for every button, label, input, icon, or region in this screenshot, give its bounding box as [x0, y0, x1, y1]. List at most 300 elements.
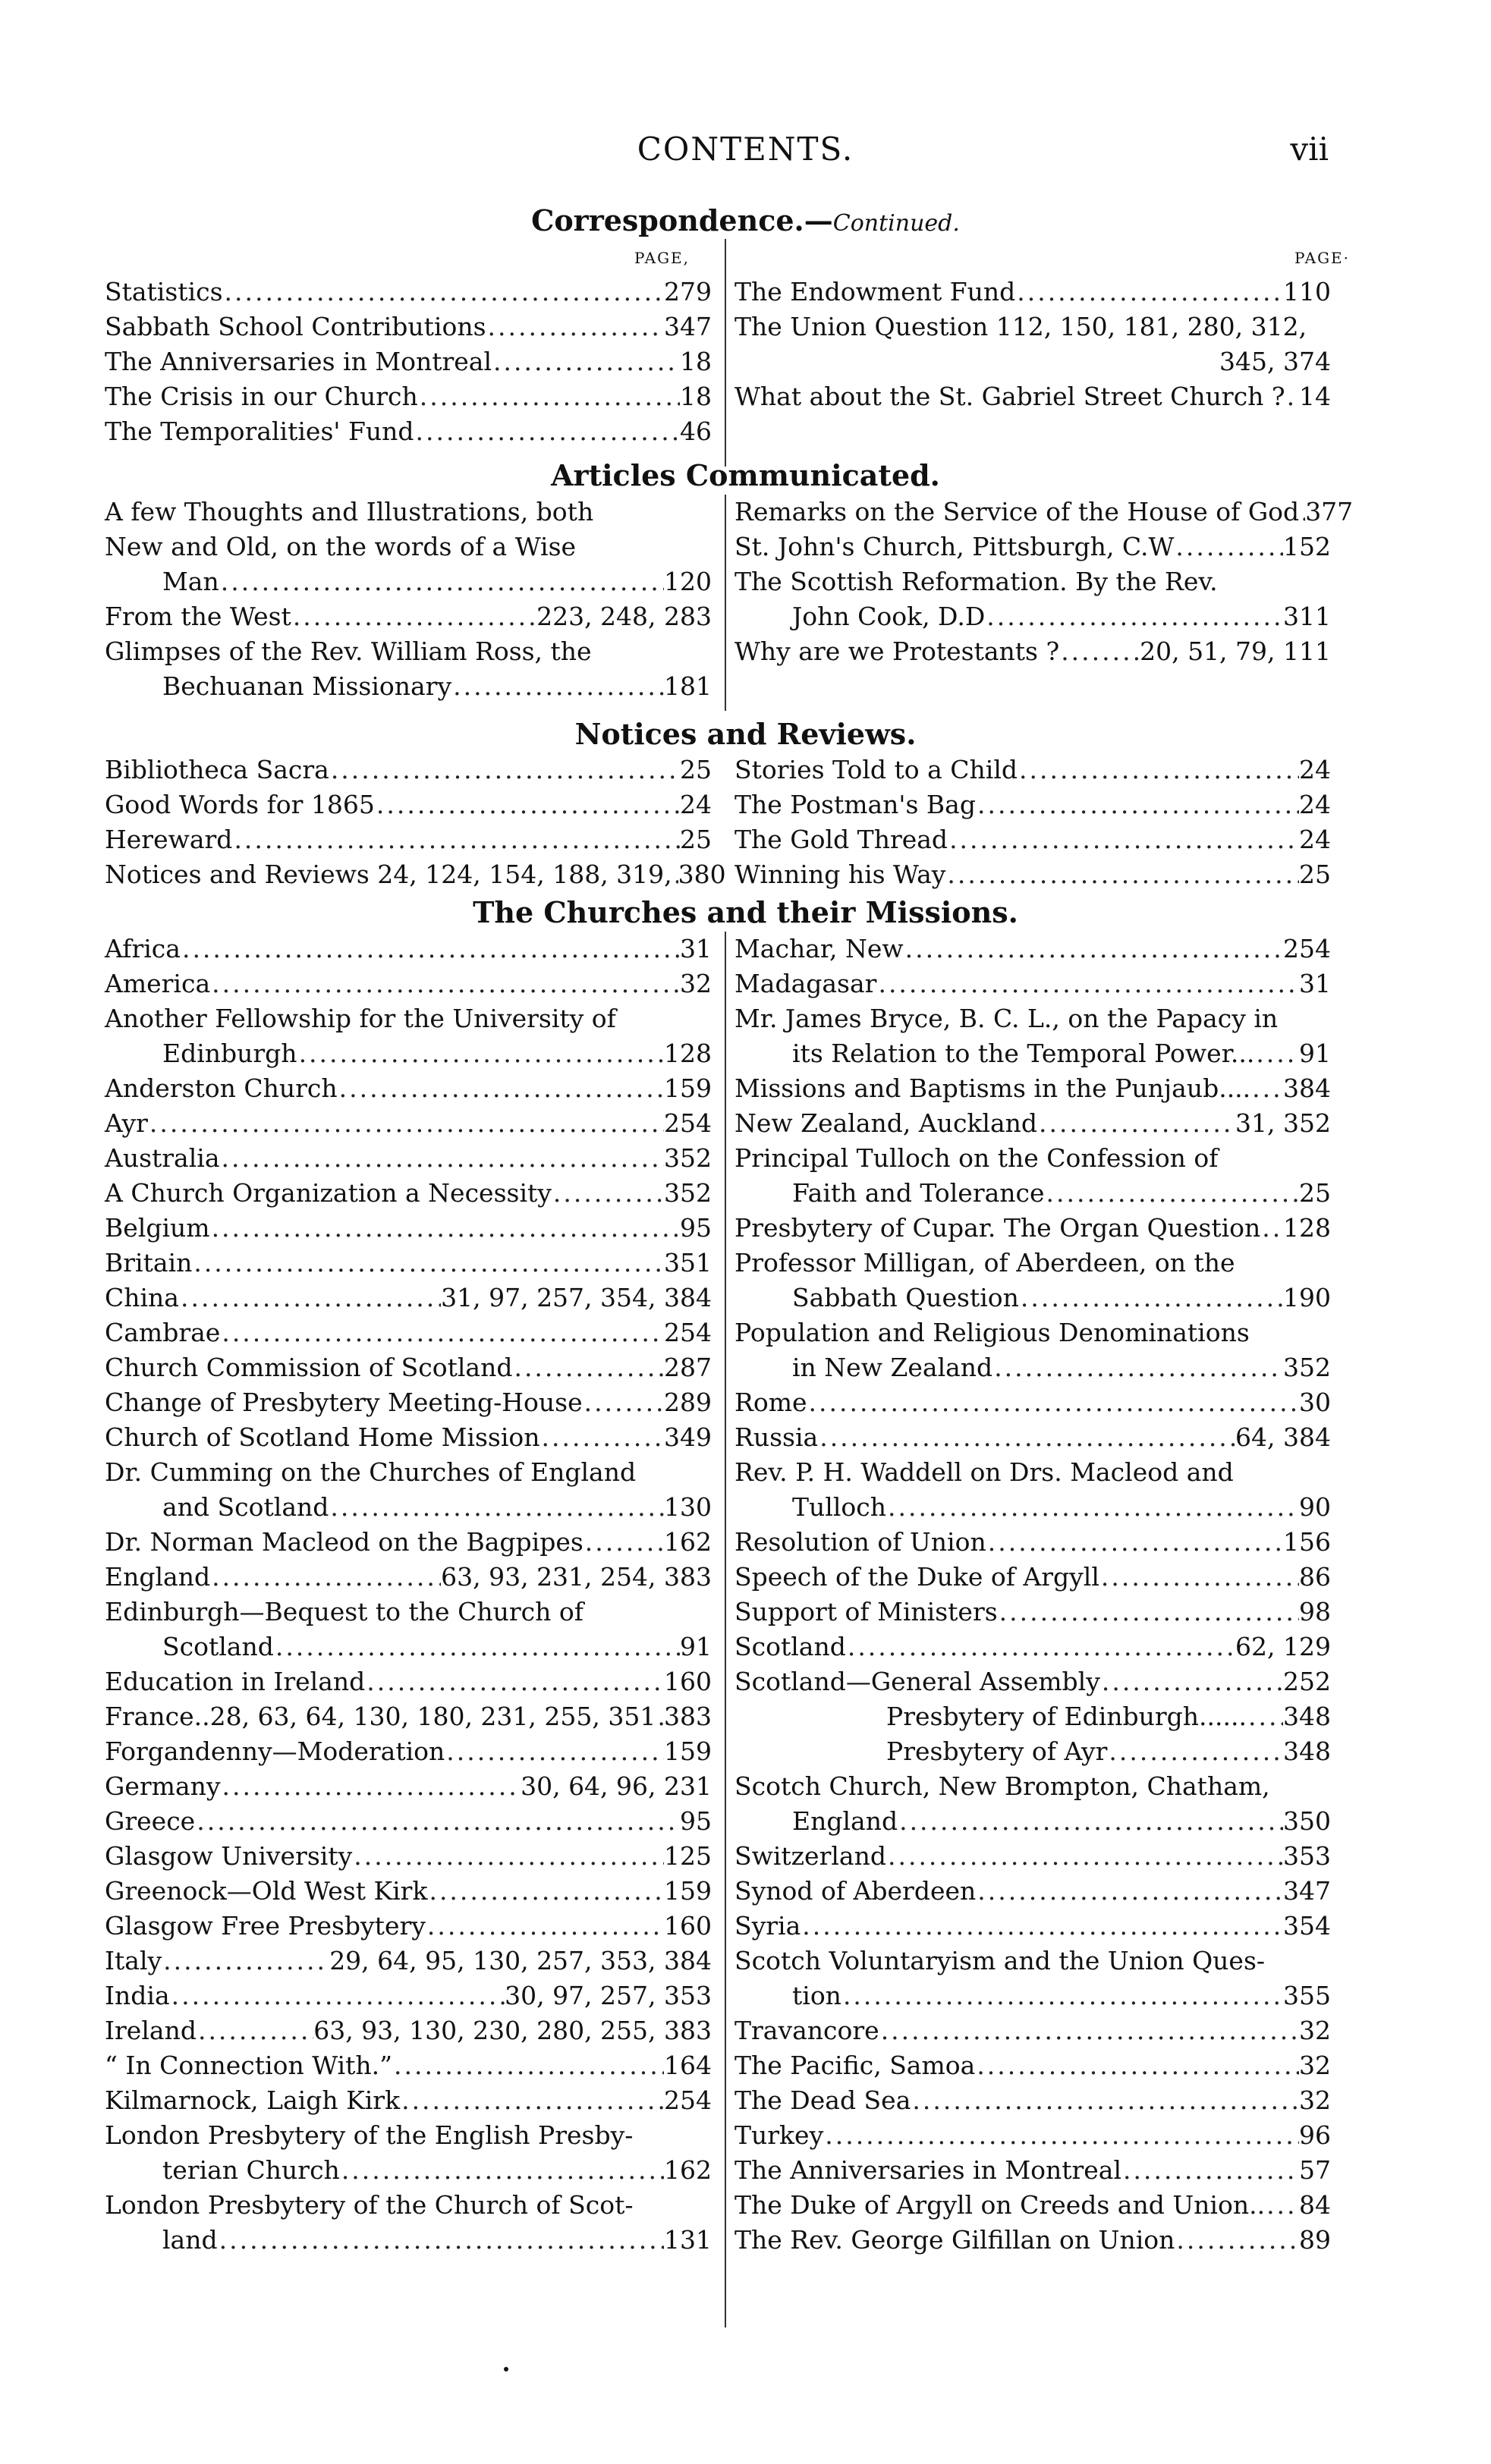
- toc-entry: [105, 1246, 712, 1281]
- entry-title: Cambrae: [105, 1318, 221, 1347]
- entry-title: Madagasar: [734, 969, 877, 998]
- entry-title: England: [105, 1562, 211, 1592]
- entry-title: St. John's Church, Pittsburgh, C.W: [734, 532, 1175, 561]
- entry-title: Good Words for 1865: [105, 790, 375, 819]
- entry-title: The Rev. George Gilfillan on Union: [734, 2225, 1175, 2255]
- toc-entry: [105, 1141, 712, 1176]
- entry-page: 25: [1299, 860, 1331, 889]
- entry-page: 86: [1299, 1562, 1331, 1592]
- entry-page-continued: 345, 374: [1219, 347, 1331, 376]
- entry-page: 95: [680, 1213, 712, 1243]
- entry-title: India: [105, 1981, 170, 2010]
- toc-entry: [105, 1420, 712, 1455]
- toc-entry: [734, 1839, 1331, 1874]
- entry-title: Anderston Church: [105, 1073, 338, 1103]
- entry-page: 348: [1283, 1702, 1331, 1731]
- entry-title: Hereward: [105, 825, 233, 854]
- toc-entry: [734, 1176, 1331, 1211]
- entry-title: The Pacific, Samoa: [734, 2051, 976, 2080]
- entry-title: Remarks on the Service of the House of God: [734, 497, 1300, 526]
- entry-page: 24: [680, 790, 712, 819]
- leader-dots: [1174, 530, 1283, 564]
- entry-page: 349: [664, 1422, 712, 1452]
- entry-page: 62, 129: [1235, 1632, 1331, 1661]
- section-heading-articles: Articles Communicated.: [551, 458, 940, 492]
- entry-title-line: Dr. Cumming on the Churches of England: [105, 1457, 637, 1487]
- entry-title: America: [105, 969, 211, 998]
- leader-dots: [841, 1978, 1283, 2013]
- leader-dots: [1018, 753, 1299, 787]
- entry-title: Man: [162, 567, 219, 596]
- toc-entry: [734, 966, 1331, 1001]
- entry-page: 162: [664, 1527, 712, 1557]
- toc-entry: [105, 932, 712, 966]
- leader-dots: [1250, 1071, 1283, 1106]
- entry-page: 130: [664, 1492, 712, 1522]
- entry-page: 25: [680, 825, 712, 854]
- entry-page: 89: [1299, 2225, 1331, 2255]
- entry-title: its Relation to the Temporal Power...: [792, 1039, 1255, 1068]
- entry-title: Speech of the Duke of Argyll: [734, 1562, 1099, 1592]
- toc-entry: [105, 1071, 712, 1106]
- toc-entry: [105, 1281, 712, 1315]
- toc-entry: [105, 1734, 712, 1769]
- entry-page: 160: [664, 1667, 712, 1696]
- toc-entry: [105, 1106, 712, 1141]
- toc-entry: [734, 1211, 1331, 1246]
- leader-dots: [904, 932, 1283, 966]
- entry-title: Tulloch: [792, 1492, 886, 1522]
- toc-entry: [734, 1734, 1331, 1769]
- leader-dots: [220, 1141, 664, 1176]
- leader-dots: [583, 1385, 664, 1420]
- entry-title: and Scotland: [162, 1492, 329, 1522]
- entry-page: 14: [1299, 382, 1331, 411]
- entry-title: Why are we Protestants ?: [734, 636, 1060, 666]
- entry-title-line: Edinburgh—Bequest to the Church of: [105, 1597, 584, 1626]
- leader-dots: [948, 822, 1299, 857]
- entry-title: Ayr: [105, 1108, 148, 1138]
- leader-dots: [451, 669, 664, 704]
- entry-title-line: Mr. James Bryce, B. C. L., on the Papacy in: [734, 1004, 1279, 1033]
- entry-title: Synod of Aberdeen: [734, 1876, 977, 1906]
- entry-title: Italy: [105, 1946, 162, 1975]
- toc-entry: [734, 634, 1331, 669]
- entry-title: France..28, 63, 64, 130, 180, 231, 255, 351: [105, 1702, 656, 1731]
- toc-entry: [734, 1909, 1331, 1944]
- entry-title: Greenock—Old West Kirk: [105, 1876, 428, 1906]
- toc-entry: [105, 857, 726, 892]
- entry-title: Church Commission of Scotland: [105, 1353, 513, 1382]
- entry-title-line: Another Fellowship for the University of: [105, 1004, 616, 1033]
- entry-page: 63, 93, 130, 230, 280, 255, 383: [313, 2016, 712, 2045]
- page-number: vii: [1290, 130, 1329, 168]
- entry-title: A Church Organization a Necessity: [105, 1178, 552, 1208]
- entry-page: 46: [680, 416, 712, 446]
- toc-entry: [734, 1071, 1331, 1106]
- entry-title: The Duke of Argyll on Creeds and Union..: [734, 2190, 1266, 2220]
- entry-page: 156: [1283, 1527, 1331, 1557]
- entry-title: Australia: [105, 1143, 220, 1173]
- leader-dots: [221, 1769, 521, 1804]
- entry-page: 64, 384: [1235, 1422, 1331, 1452]
- entry-title: Stories Told to a Child: [734, 755, 1018, 784]
- entry-title: What about the St. Gabriel Street Church ?: [734, 382, 1285, 411]
- toc-entry: [734, 1664, 1331, 1699]
- entry-page: 348: [1283, 1736, 1331, 1766]
- toc-entry: [105, 379, 712, 414]
- entry-page: 32: [1299, 2085, 1331, 2115]
- entry-page: 125: [664, 1841, 712, 1871]
- entry-title: Education in Ireland: [105, 1667, 366, 1696]
- toc-entry: [105, 1909, 712, 1944]
- leader-dots: [992, 1350, 1283, 1385]
- page-title: CONTENTS.: [637, 130, 854, 168]
- leader-dots: [1121, 2153, 1299, 2188]
- leader-dots: [945, 857, 1299, 892]
- leader-dots: [886, 1839, 1283, 1874]
- leader-dots: [1265, 2188, 1299, 2223]
- notices-right-list: [734, 753, 1331, 892]
- entry-title: Faith and Tolerance: [792, 1178, 1045, 1208]
- entry-title: Kilmarnock, Laigh Kirk: [105, 2085, 401, 2115]
- entry-page: 254: [664, 1108, 712, 1138]
- leader-dots: [170, 1978, 505, 2013]
- toc-entry: [105, 1036, 712, 1071]
- toc-entry: [105, 1874, 712, 1909]
- toc-entry: [105, 1699, 712, 1734]
- toc-entry: [105, 1944, 712, 1978]
- articles-right-list: [734, 495, 1354, 669]
- toc-entry: [734, 495, 1354, 530]
- toc-entry: [105, 344, 712, 379]
- entry-page: 190: [1283, 1283, 1331, 1312]
- entry-title: Glasgow Free Presbytery: [105, 1911, 426, 1941]
- entry-page: 289: [664, 1388, 712, 1417]
- entry-title-line: Scotch Voluntaryism and the Union Ques-: [734, 1946, 1266, 1975]
- toc-entry: [734, 1420, 1331, 1455]
- leader-dots: [876, 966, 1299, 1001]
- entry-page: 162: [664, 2155, 712, 2185]
- entry-page: 377: [1305, 497, 1354, 526]
- entry-page: 57: [1299, 2155, 1331, 2185]
- entry-title: Africa: [105, 934, 181, 963]
- toc-entry: [734, 2118, 1331, 2153]
- entry-page: 30, 97, 257, 353: [505, 1981, 712, 2010]
- leader-dots: [672, 857, 678, 892]
- leader-dots: [584, 1525, 664, 1560]
- ink-dot: [504, 2367, 508, 2371]
- leader-dots: [297, 1036, 664, 1071]
- entry-title: The Dead Sea: [734, 2085, 911, 2115]
- entry-title: Belgium: [105, 1213, 210, 1243]
- leader-dots: [220, 1315, 664, 1350]
- entry-page: 311: [1283, 602, 1331, 631]
- entry-page: 32: [680, 969, 712, 998]
- toc-entry: [105, 1839, 712, 1874]
- entry-page: 350: [1283, 1806, 1331, 1836]
- entry-page: 84: [1299, 2190, 1331, 2220]
- correspondence-right-list: [734, 275, 1331, 414]
- entry-title: John Cook, D.D: [792, 602, 986, 631]
- leader-dots: [911, 2083, 1299, 2118]
- toc-entry: [734, 1560, 1331, 1595]
- toc-entry: [105, 1176, 712, 1211]
- entry-page: 24: [1299, 825, 1331, 854]
- toc-entry: [105, 1525, 712, 1560]
- entry-page: 254: [664, 2085, 712, 2115]
- entry-title: The Temporalities' Fund: [105, 416, 414, 446]
- leader-dots: [365, 1664, 664, 1699]
- leader-dots: [898, 1804, 1283, 1839]
- entry-page: 159: [664, 1876, 712, 1906]
- toc-entry: [105, 1804, 712, 1839]
- toc-entry: [734, 379, 1331, 414]
- entry-page: 98: [1299, 1597, 1331, 1626]
- leader-dots: [329, 753, 680, 787]
- leader-dots: [879, 2013, 1299, 2048]
- leader-dots: [818, 1420, 1235, 1455]
- section-heading-correspondence: [0, 203, 1491, 237]
- entry-page: 384: [1283, 1073, 1331, 1103]
- entry-title: Turkey: [734, 2120, 824, 2150]
- entry-page: 287: [664, 1353, 712, 1382]
- entry-title-line: New and Old, on the words of a Wise: [105, 532, 577, 561]
- entry-page: 164: [664, 2051, 712, 2080]
- entry-page: 95: [680, 1806, 712, 1836]
- leader-dots: [985, 599, 1283, 634]
- entry-page: 31: [680, 934, 712, 963]
- entry-page: 31, 352: [1235, 1108, 1331, 1138]
- toc-entry: [734, 787, 1331, 822]
- entry-title: Greece: [105, 1806, 196, 1836]
- leader-dots: [846, 1630, 1235, 1664]
- entry-page: 252: [1283, 1667, 1331, 1696]
- leader-dots: [197, 2013, 313, 2048]
- leader-dots: [1019, 1281, 1283, 1315]
- entry-page: 383: [664, 1702, 712, 1731]
- entry-title: Forgandenny—Moderation: [105, 1736, 445, 1766]
- entry-title: The Union Question 112, 150, 181, 280, 312,: [734, 312, 1307, 341]
- entry-page: 110: [1283, 277, 1331, 306]
- leader-dots: [986, 1525, 1283, 1560]
- entry-page: 380: [678, 860, 726, 889]
- entry-title: terian Church: [162, 2155, 340, 2185]
- page-column-label-left: PAGE,: [634, 249, 690, 267]
- entry-title: Syria: [734, 1911, 801, 1941]
- entry-page: 120: [664, 567, 712, 596]
- leader-dots: [1107, 1734, 1283, 1769]
- entry-title: Glasgow University: [105, 1841, 353, 1871]
- toc-entry: [105, 1769, 712, 1804]
- leader-dots: [1175, 2223, 1299, 2258]
- leader-dots: [1059, 634, 1140, 669]
- entry-title: Notices and Reviews 24, 124, 154, 188, 319,: [105, 860, 672, 889]
- leader-dots: [219, 564, 664, 599]
- leader-dots: [998, 1595, 1299, 1630]
- toc-entry: [105, 753, 712, 787]
- toc-entry: [734, 2013, 1331, 2048]
- leader-dots: [414, 414, 680, 449]
- entry-title: Missions and Baptisms in the Punjaub....: [734, 1073, 1251, 1103]
- toc-entry: [734, 1804, 1331, 1839]
- entry-page: 254: [1283, 934, 1331, 963]
- leader-dots: [807, 1385, 1299, 1420]
- entry-page: 128: [1283, 1213, 1331, 1243]
- entry-page: 91: [680, 1632, 712, 1661]
- entry-page: 160: [664, 1911, 712, 1941]
- column-divider: [725, 239, 726, 467]
- entry-page: 347: [1283, 1876, 1331, 1906]
- leader-dots: [179, 1281, 441, 1315]
- leader-dots: [1299, 495, 1305, 530]
- leader-dots: [232, 822, 680, 857]
- toc-entry: [105, 599, 712, 634]
- toc-entry: [105, 414, 712, 449]
- entry-page: 32: [1299, 2016, 1331, 2045]
- entry-title-line: Population and Religious Denominations: [734, 1318, 1250, 1347]
- entry-page: 223, 248, 283: [536, 602, 712, 631]
- toc-entry: [105, 1211, 712, 1246]
- toc-entry: [734, 2223, 1331, 2258]
- entry-title: Bibliotheca Sacra: [105, 755, 329, 784]
- toc-entry: [105, 966, 712, 1001]
- entry-title: The Anniversaries in Montreal: [105, 347, 492, 376]
- entry-title: Presbytery of Cupar. The Organ Question: [734, 1213, 1261, 1243]
- entry-title: Presbytery of Ayr: [886, 1736, 1108, 1766]
- leader-dots: [210, 1211, 680, 1246]
- entry-title: Sabbath Question: [792, 1283, 1019, 1312]
- leader-dots: [148, 1106, 664, 1141]
- leader-dots: [210, 1560, 441, 1595]
- entry-title: From the West: [105, 602, 291, 631]
- entry-title-line: Principal Tulloch on the Confession of: [734, 1143, 1219, 1173]
- toc-entry: [734, 2153, 1331, 2188]
- leader-dots: [486, 310, 664, 344]
- section-heading-churches: The Churches and their Missions.: [473, 895, 1018, 929]
- column-divider: [725, 495, 726, 711]
- toc-entry: [734, 1699, 1331, 1734]
- entry-title: China: [105, 1283, 179, 1312]
- toc-entry: [105, 2083, 712, 2118]
- churches-left-list: [105, 932, 712, 2258]
- leader-dots: [274, 1630, 680, 1664]
- toc-entry: [734, 857, 1331, 892]
- toc-entry: [734, 2083, 1331, 2118]
- toc-entry: [734, 822, 1331, 857]
- leader-dots: [540, 1420, 665, 1455]
- entry-page: 152: [1283, 532, 1331, 561]
- toc-entry: [105, 1630, 712, 1664]
- entry-title: Presbytery of Edinburgh......: [886, 1702, 1247, 1731]
- leader-dots: [1260, 1211, 1283, 1246]
- leader-dots: [512, 1350, 664, 1385]
- toc-entry: [734, 1630, 1331, 1664]
- leader-dots: [1045, 1176, 1299, 1211]
- entry-page: 279: [664, 277, 712, 306]
- page-column-label-right: PAGE·: [1294, 249, 1350, 267]
- entry-title: Change of Presbytery Meeting-House: [105, 1388, 583, 1417]
- toc-entry: [734, 275, 1331, 310]
- entry-title: England: [792, 1806, 898, 1836]
- leader-dots: [1037, 1106, 1235, 1141]
- entry-title: The Anniversaries in Montreal: [734, 2155, 1122, 2185]
- toc-entry: [734, 932, 1331, 966]
- leader-dots: [352, 1839, 664, 1874]
- churches-right-list: [734, 932, 1331, 2258]
- leader-dots: [426, 1909, 664, 1944]
- entry-title-line: The Scottish Reformation. By the Rev.: [734, 567, 1218, 596]
- entry-title: Scotland: [734, 1632, 846, 1661]
- entry-page: 351: [664, 1248, 712, 1278]
- entry-title: Scotland: [162, 1632, 274, 1661]
- leader-dots: [1247, 1699, 1283, 1734]
- toc-entry: [105, 564, 712, 599]
- entry-page: 32: [1299, 2051, 1331, 2080]
- entry-page: 355: [1283, 1981, 1331, 2010]
- section-title: Correspondence.—: [531, 203, 833, 237]
- entry-title: Support of Ministers: [734, 1597, 998, 1626]
- entry-page: 254: [664, 1318, 712, 1347]
- toc-entry: [105, 1350, 712, 1385]
- toc-entry: [105, 2153, 712, 2188]
- toc-entry: [105, 1978, 712, 2013]
- leader-dots: [375, 787, 680, 822]
- entry-page: 31: [1299, 969, 1331, 998]
- entry-page: 31, 97, 257, 354, 384: [441, 1283, 712, 1312]
- entry-page: 159: [664, 1073, 712, 1103]
- column-divider: [725, 932, 726, 2327]
- notices-left-list: [105, 753, 726, 892]
- leader-dots: [801, 1909, 1283, 1944]
- leader-dots: [445, 1734, 664, 1769]
- entry-title: Russia: [734, 1422, 819, 1452]
- entry-title: Machar, New: [734, 934, 904, 963]
- leader-dots: [291, 599, 536, 634]
- entry-page: 29, 64, 95, 130, 257, 353, 384: [329, 1946, 712, 1975]
- toc-entry: [734, 1385, 1331, 1420]
- entry-page: 25: [1299, 1178, 1331, 1208]
- leader-dots: [400, 2083, 664, 2118]
- leader-dots: [1254, 1036, 1299, 1071]
- leader-dots: [823, 2118, 1299, 2153]
- entry-title: Scotland—General Assembly: [734, 1667, 1100, 1696]
- entry-title: New Zealand, Auckland: [734, 1108, 1038, 1138]
- leader-dots: [329, 1490, 664, 1525]
- entry-page: 159: [664, 1736, 712, 1766]
- toc-entry: [734, 1106, 1331, 1141]
- toc-entry: [105, 2048, 712, 2083]
- leader-dots: [1015, 275, 1283, 310]
- toc-entry: [734, 1978, 1331, 2013]
- entry-title: Church of Scotland Home Mission: [105, 1422, 540, 1452]
- continued-label: Continued.: [832, 210, 960, 237]
- toc-entry: [105, 1664, 712, 1699]
- entry-page: 24: [1299, 790, 1331, 819]
- entry-page: 24: [1299, 755, 1331, 784]
- leader-dots: [427, 1874, 664, 1909]
- toc-entry: [734, 1490, 1331, 1525]
- entry-title-line: Glimpses of the Rev. William Ross, the: [105, 636, 592, 666]
- toc-entry: [734, 753, 1331, 787]
- leader-dots: [886, 1490, 1299, 1525]
- entry-page: 18: [680, 347, 712, 376]
- leader-dots: [210, 966, 680, 1001]
- toc-entry: [734, 1874, 1331, 1909]
- entry-title: Winning his Way: [734, 860, 946, 889]
- entry-page: 352: [664, 1178, 712, 1208]
- leader-dots: [1285, 379, 1299, 414]
